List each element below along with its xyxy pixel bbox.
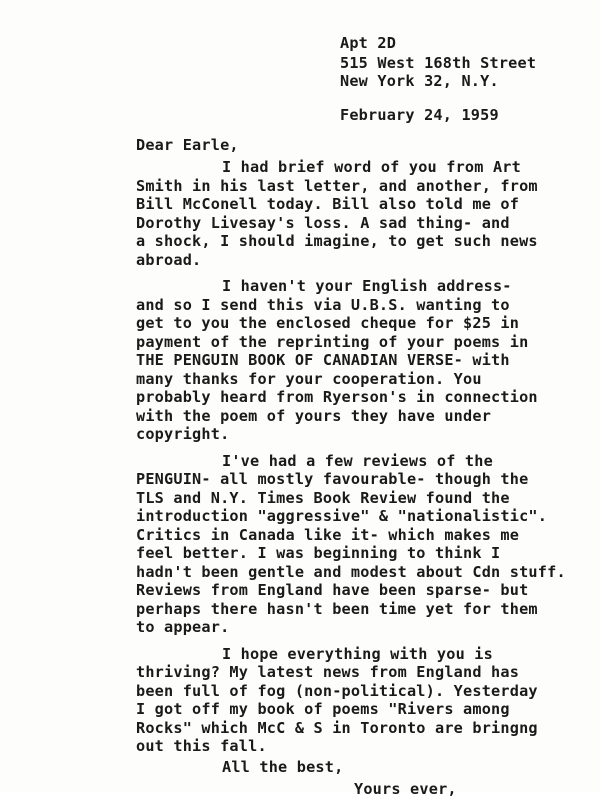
body-line: feel better. I was beginning to think I [136, 544, 501, 562]
closing: All the best, [222, 757, 344, 776]
body-line: I had brief word of you from Art [222, 158, 521, 176]
body-line: and so I send this via U.B.S. wanting to [136, 295, 510, 314]
body-line: I've had a few reviews of the [222, 451, 493, 470]
signoff: Yours ever, [354, 779, 457, 798]
body-line: abroad. [136, 250, 202, 269]
body-line: Reviews from England have been sparse- but [136, 581, 529, 599]
letter-date: February 24, 1959 [340, 106, 499, 124]
body-line: Dorothy Livesay's loss. A sad thing- and [136, 213, 510, 232]
body-line: Rocks" which McC & S in Toronto are bringng [136, 718, 538, 737]
body-line: Critics in Canada like it- which makes me [136, 525, 520, 544]
body-line: Smith in his last letter, and another, from [136, 176, 538, 195]
body-line: many thanks for your cooperation. You [136, 369, 482, 388]
body-line: copyright. [136, 425, 230, 443]
body-line: Bill McConell today. Bill also told me of [136, 195, 520, 213]
body-line: I hope everything with you is [222, 644, 493, 663]
body-line: been full of fog (non-political). Yesterday [136, 681, 538, 700]
salutation: Dear Earle, [136, 136, 239, 154]
body-line: I haven't your English address- [222, 277, 512, 295]
address-line-1: Apt 2D [340, 34, 397, 52]
body-line: perhaps there hasn't been time yet for them [136, 599, 538, 618]
body-line: PENGUIN- all mostly favourable- though the [136, 470, 529, 488]
body-line: thriving? My latest news from England has [136, 663, 520, 681]
address-line-3: New York 32, N.Y. [340, 72, 499, 90]
address-line-2: 515 West 168th Street [340, 54, 537, 72]
body-line: I got off my book of poems "Rivers among [136, 700, 510, 718]
body-line: a shock, I should imagine, to get such news [136, 232, 538, 250]
body-line: introduction "aggressive" & "nationalistic". [136, 507, 548, 525]
body-line: probably heard from Ryerson's in connection [136, 388, 538, 406]
body-line: to appear. [136, 618, 230, 636]
body-line: with the poem of yours they have under [136, 406, 492, 425]
body-line: payment of the reprinting of your poems in [136, 332, 529, 351]
body-line: out this fall. [136, 737, 267, 755]
body-line: get to you the enclosed cheque for $25 in [136, 314, 520, 332]
body-line: THE PENGUIN BOOK OF CANADIAN VERSE- with [136, 351, 510, 369]
body-line: hadn't been gentle and modest about Cdn stuff. [136, 562, 566, 581]
body-line: TLS and N.Y. Times Book Review found the [136, 488, 510, 507]
